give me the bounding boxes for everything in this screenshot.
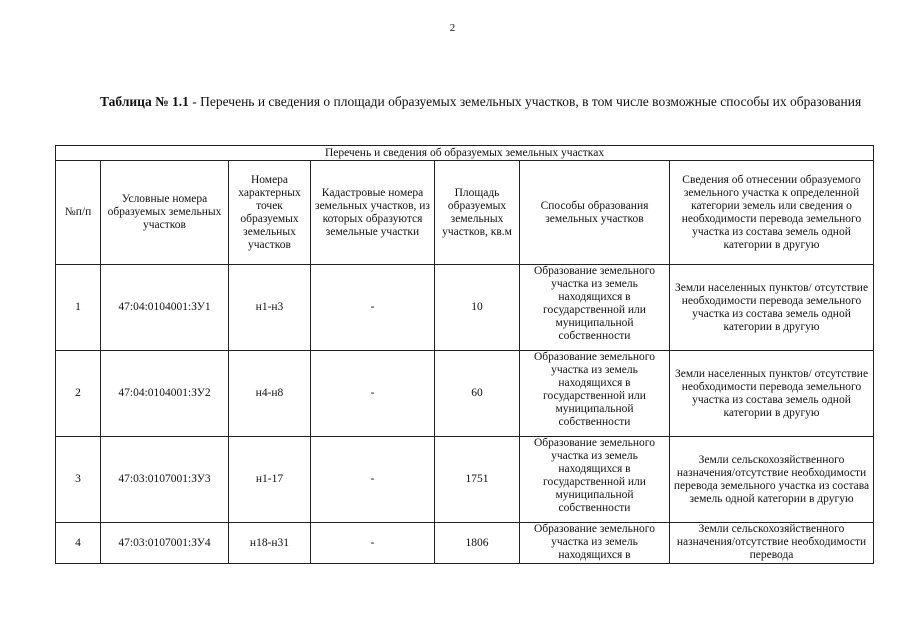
cell-category: Земли сельскохозяйственного назначения/отсутствие необходимости перевода xyxy=(670,523,874,564)
cell-num: 2 xyxy=(56,351,101,437)
cell-num: 4 xyxy=(56,523,101,564)
header-cadastral: Кадастровые номера земельных участков, из которых образуются земельные участки xyxy=(311,161,435,265)
header-category: Сведения об отнесении образуемого земельного участка к определенной категории земель или сведения о необходимости перевода земельного участка из состава земель одной категории в другую xyxy=(670,161,874,265)
cell-area: 1806 xyxy=(435,523,520,564)
cell-points: н4-н8 xyxy=(229,351,311,437)
header-plot-number: Условные номера образуемых земельных участков xyxy=(101,161,229,265)
table-row xyxy=(56,265,874,351)
cell-cadastral: - xyxy=(311,437,435,523)
cell-cadastral: - xyxy=(311,351,435,437)
caption-text: - Перечень и сведения о площади образуемых земельных участков, в том числе возможные способы их образования xyxy=(188,94,862,109)
header-method: Способы образования земельных участков xyxy=(520,161,670,265)
header-area: Площадь образуемых земельных участков, кв.м xyxy=(435,161,520,265)
cell-cadastral: - xyxy=(311,265,435,351)
cell-area: 10 xyxy=(435,265,520,351)
cell-num: 3 xyxy=(56,437,101,523)
cell-plot-number: 47:03:0107001:ЗУ3 xyxy=(101,437,229,523)
cell-category: Земли сельскохозяйственного назначения/отсутствие необходимости перевода земельного участка из состава земель одной категории в другую xyxy=(670,437,874,523)
table-header-row xyxy=(56,161,874,265)
land-plots-table xyxy=(55,145,874,564)
cell-method: Образование земельного участка из земель находящихся в государственной или муниципальной собственности xyxy=(520,265,670,351)
cell-category: Земли населенных пунктов/ отсутствие необходимости перевода земельного участка из состава земель одной категории в другую xyxy=(670,265,874,351)
cell-category: Земли населенных пунктов/ отсутствие необходимости перевода земельного участка из состава земель одной категории в другую xyxy=(670,351,874,437)
table-row xyxy=(56,437,874,523)
cell-plot-number: 47:04:0104001:ЗУ1 xyxy=(101,265,229,351)
header-points: Номера характерных точек образуемых земельных участков xyxy=(229,161,311,265)
cell-method: Образование земельного участка из земель находящихся в государственной или муниципальной собственности xyxy=(520,351,670,437)
cell-area: 1751 xyxy=(435,437,520,523)
cell-num: 1 xyxy=(56,265,101,351)
table-row xyxy=(56,351,874,437)
table-caption xyxy=(62,94,867,110)
table-group-title: Перечень и сведения об образуемых земельных участках xyxy=(56,146,874,161)
cell-area: 60 xyxy=(435,351,520,437)
cell-method: Образование земельного участка из земель находящихся в xyxy=(520,523,670,564)
cell-plot-number: 47:04:0104001:ЗУ2 xyxy=(101,351,229,437)
caption-label: Таблица № 1.1 xyxy=(100,94,189,109)
cell-plot-number: 47:03:0107001:ЗУ4 xyxy=(101,523,229,564)
cell-method: Образование земельного участка из земель находящихся в государственной или муниципальной собственности xyxy=(520,437,670,523)
page-number: 2 xyxy=(449,22,456,34)
cell-points: н18-н31 xyxy=(229,523,311,564)
header-num: №п/п xyxy=(56,161,101,265)
cell-points: н1-н3 xyxy=(229,265,311,351)
table-row xyxy=(56,523,874,564)
cell-cadastral: - xyxy=(311,523,435,564)
cell-points: н1-17 xyxy=(229,437,311,523)
